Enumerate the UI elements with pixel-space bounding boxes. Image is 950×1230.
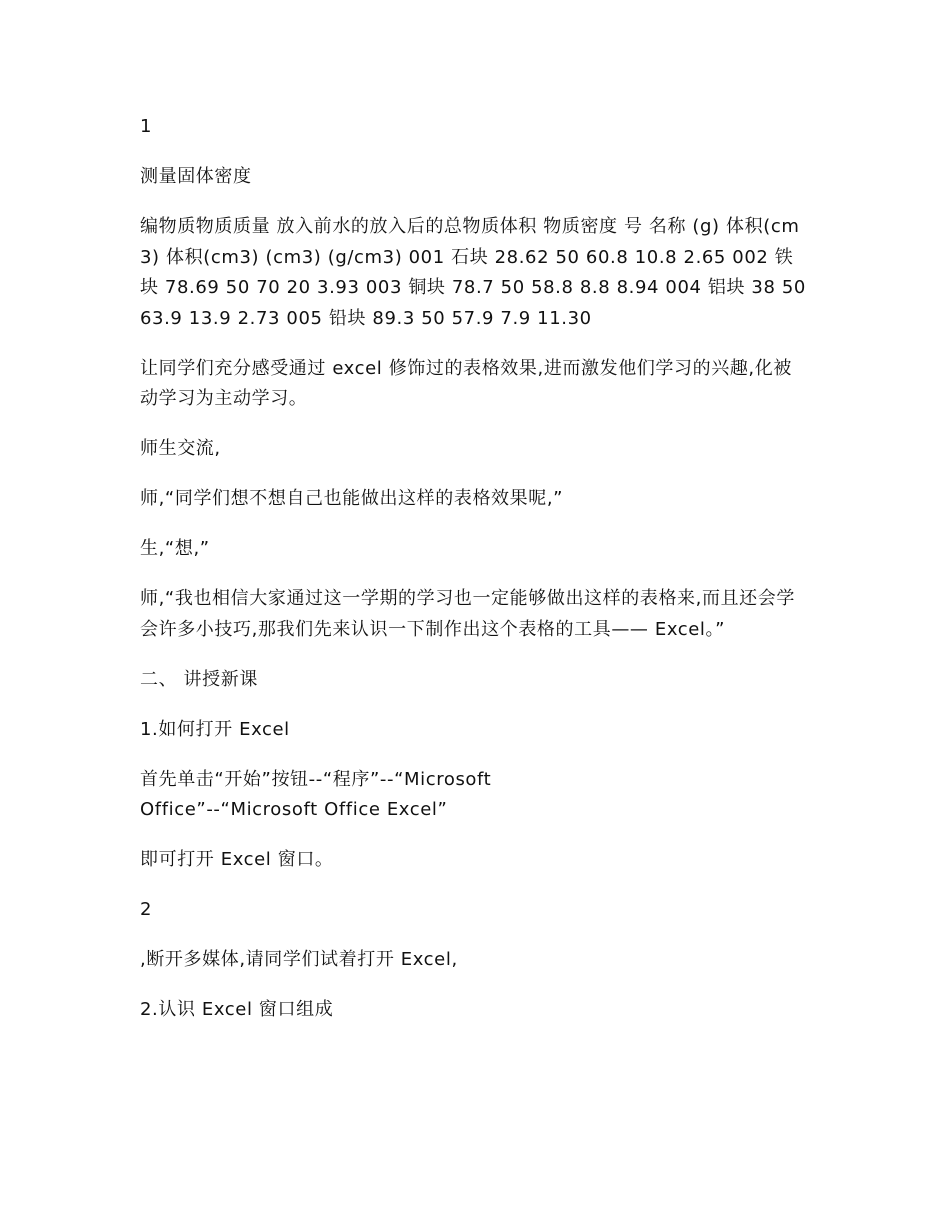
document-page — [140, 112, 810, 1045]
instruction-open-window: 即可打开 Excel 窗口。 — [140, 849, 334, 870]
section-heading-new-lesson: 二、 讲授新课 — [140, 668, 258, 690]
paragraph-excel-effect: 让同学们充分感受通过 excel 修饰过的表格效果,进而激发他们学习的兴趣,化被动学习为主动学习。 — [140, 357, 792, 409]
subheading-window-components: 2.认识 Excel 窗口组成 — [140, 999, 334, 1020]
paragraph-try-open: ,断开多媒体,请同学们试着打开 Excel, — [140, 949, 458, 970]
dialogue-teacher-intro: 师,“我也相信大家通过这一学期的学习也一定能够做出这样的表格来,而且还会学会许多小技巧,那我们先来认识一下制作出这个表格的工具—— Excel。” — [140, 588, 795, 640]
dialogue-student-answer: 生,“想,” — [140, 538, 210, 559]
page-number: 1 — [140, 116, 153, 137]
density-table-text: 编物质物质质量 放入前水的放入后的总物质体积 物质密度 号 名称 (g) 体积(cm3) 体积(cm3) (cm3) (g/cm3) 001 石块 28.62 50 60.8 10.8 2.65 002 铁块 78.69 50 70 20 3.93 003 铜块 78.7 50 58.8 8.8 8.94 004 铝块 38 50 63.9 13.9 2.73 005 铅块 89.3 50 57.9 7.9 11.30 — [140, 216, 806, 329]
section-title-density: 测量固体密度 — [140, 166, 252, 187]
dialogue-teacher-question: 师,“同学们想不想自己也能做出这样的表格效果呢,” — [140, 488, 564, 509]
page-number: 2 — [140, 899, 153, 920]
paragraph-teacher-student-exchange: 师生交流, — [140, 438, 221, 459]
instruction-open-steps: 首先单击“开始”按钮--“程序”--“Microsoft Office”--“Microsoft Office Excel” — [140, 768, 492, 820]
subheading-open-excel: 1.如何打开 Excel — [140, 718, 290, 740]
